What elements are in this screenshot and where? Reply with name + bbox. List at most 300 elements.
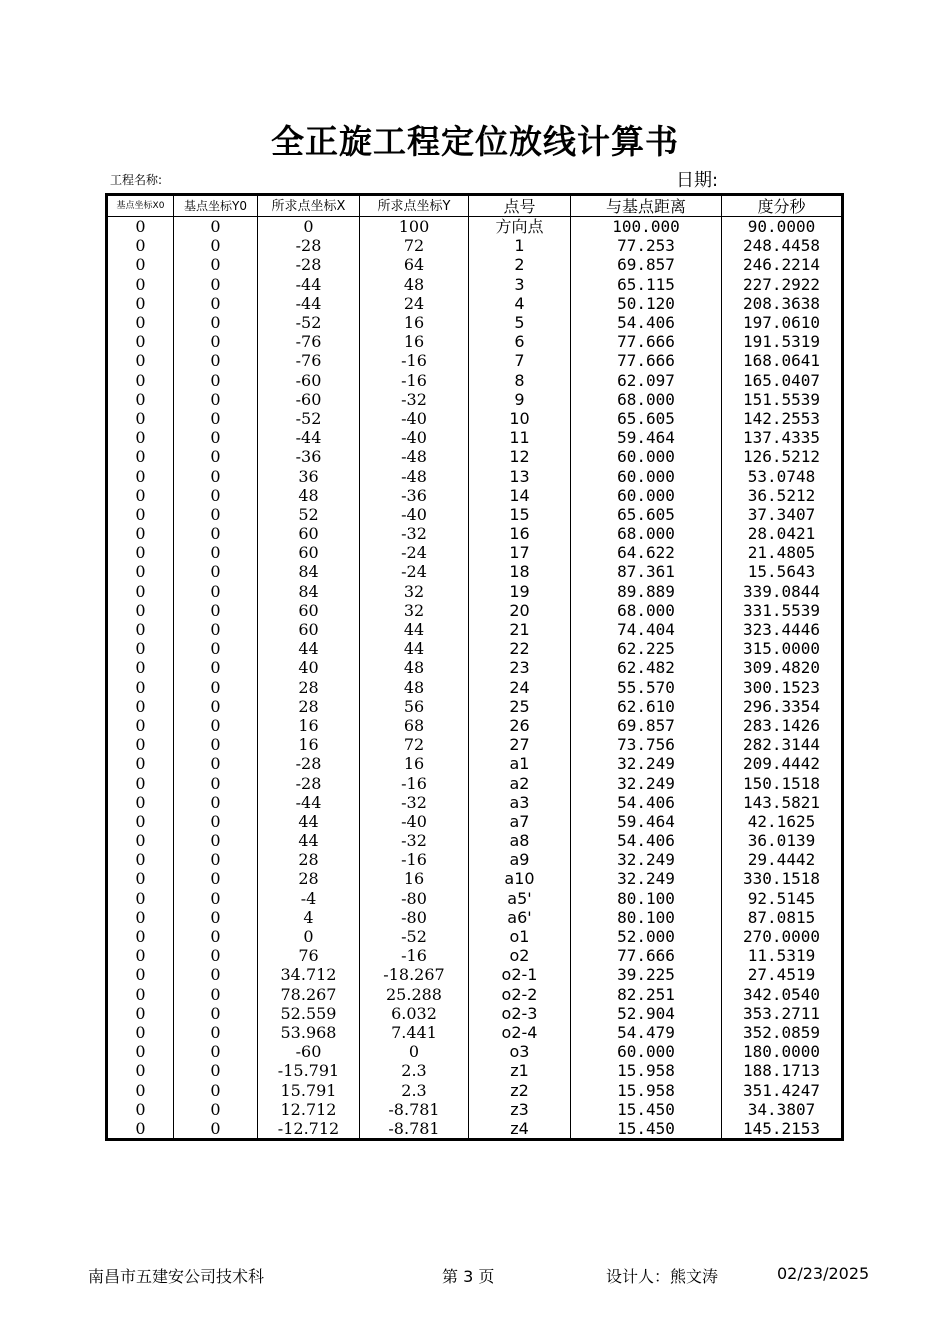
cell-target-x: -52 <box>258 313 360 332</box>
cell-angle: 323.4446 <box>722 620 843 639</box>
cell-target-y: -32 <box>360 793 469 812</box>
cell-angle: 87.0815 <box>722 908 843 927</box>
cell-angle: 168.0641 <box>722 351 843 370</box>
cell-angle: 126.5212 <box>722 447 843 466</box>
cell-base-y: 0 <box>174 1004 258 1023</box>
cell-point-no: 25 <box>469 697 571 716</box>
cell-target-x: 48 <box>258 486 360 505</box>
cell-base-y: 0 <box>174 793 258 812</box>
cell-base-x: 0 <box>107 831 174 850</box>
cell-point-no: 19 <box>469 582 571 601</box>
cell-target-x: 44 <box>258 831 360 850</box>
table-row <box>107 946 843 965</box>
cell-distance: 52.000 <box>571 927 722 946</box>
cell-target-y: -8.781 <box>360 1100 469 1119</box>
cell-distance: 65.605 <box>571 409 722 428</box>
cell-angle: 142.2553 <box>722 409 843 428</box>
cell-target-y: -16 <box>360 946 469 965</box>
cell-base-x: 0 <box>107 658 174 677</box>
cell-angle: 315.0000 <box>722 639 843 658</box>
table-row <box>107 466 843 485</box>
table-row <box>107 601 843 620</box>
cell-base-y: 0 <box>174 409 258 428</box>
cell-base-y: 0 <box>174 505 258 524</box>
cell-base-x: 0 <box>107 255 174 274</box>
cell-base-y: 0 <box>174 562 258 581</box>
cell-angle: 42.1625 <box>722 812 843 831</box>
cell-target-x: -28 <box>258 236 360 255</box>
table-row <box>107 927 843 946</box>
cell-target-y: 24 <box>360 294 469 313</box>
cell-target-x: 36 <box>258 466 360 485</box>
table-row <box>107 409 843 428</box>
cell-point-no: z2 <box>469 1080 571 1099</box>
cell-base-y: 0 <box>174 294 258 313</box>
cell-base-y: 0 <box>174 486 258 505</box>
cell-base-x: 0 <box>107 1080 174 1099</box>
cell-distance: 59.464 <box>571 812 722 831</box>
cell-distance: 62.097 <box>571 371 722 390</box>
table-body <box>107 217 843 1140</box>
col-header-base-x: 基点坐标X0 <box>107 195 174 217</box>
cell-target-x: -60 <box>258 390 360 409</box>
cell-distance: 68.000 <box>571 390 722 409</box>
cell-base-x: 0 <box>107 390 174 409</box>
cell-point-no: 15 <box>469 505 571 524</box>
cell-base-x: 0 <box>107 447 174 466</box>
cell-base-y: 0 <box>174 812 258 831</box>
cell-angle: 180.0000 <box>722 1042 843 1061</box>
table-row <box>107 313 843 332</box>
cell-point-no: o3 <box>469 1042 571 1061</box>
cell-base-y: 0 <box>174 697 258 716</box>
cell-target-x: 0 <box>258 217 360 237</box>
cell-target-x: -12.712 <box>258 1119 360 1140</box>
table-row <box>107 275 843 294</box>
table-row <box>107 754 843 773</box>
cell-distance: 69.857 <box>571 716 722 735</box>
cell-target-y: 7.441 <box>360 1023 469 1042</box>
cell-distance: 80.100 <box>571 908 722 927</box>
cell-target-x: 28 <box>258 869 360 888</box>
cell-distance: 54.406 <box>571 831 722 850</box>
cell-base-x: 0 <box>107 332 174 351</box>
cell-target-x: 12.712 <box>258 1100 360 1119</box>
cell-target-x: -28 <box>258 255 360 274</box>
cell-base-y: 0 <box>174 620 258 639</box>
cell-target-y: 48 <box>360 658 469 677</box>
table-row <box>107 889 843 908</box>
table-row <box>107 332 843 351</box>
cell-distance: 65.605 <box>571 505 722 524</box>
cell-base-x: 0 <box>107 1042 174 1061</box>
cell-point-no: 10 <box>469 409 571 428</box>
cell-angle: 28.0421 <box>722 524 843 543</box>
table-row <box>107 735 843 754</box>
cell-base-x: 0 <box>107 217 174 237</box>
cell-base-y: 0 <box>174 716 258 735</box>
cell-point-no: 6 <box>469 332 571 351</box>
cell-base-y: 0 <box>174 371 258 390</box>
cell-base-x: 0 <box>107 351 174 370</box>
cell-target-y: 72 <box>360 236 469 255</box>
cell-target-x: -36 <box>258 447 360 466</box>
cell-base-y: 0 <box>174 869 258 888</box>
cell-target-y: 2.3 <box>360 1080 469 1099</box>
cell-angle: 27.4519 <box>722 965 843 984</box>
cell-base-y: 0 <box>174 850 258 869</box>
cell-point-no: a2 <box>469 773 571 792</box>
cell-target-y: -40 <box>360 409 469 428</box>
footer-page-number: 第 3 页 <box>442 1267 495 1286</box>
col-header-target-x: 所求点坐标X <box>258 195 360 217</box>
cell-distance: 59.464 <box>571 428 722 447</box>
cell-base-x: 0 <box>107 889 174 908</box>
cell-base-y: 0 <box>174 678 258 697</box>
cell-target-y: 72 <box>360 735 469 754</box>
cell-angle: 342.0540 <box>722 985 843 1004</box>
cell-angle: 34.3807 <box>722 1100 843 1119</box>
cell-angle: 197.0610 <box>722 313 843 332</box>
cell-distance: 32.249 <box>571 754 722 773</box>
cell-base-x: 0 <box>107 850 174 869</box>
cell-angle: 21.4805 <box>722 543 843 562</box>
cell-point-no: 方向点 <box>469 217 571 237</box>
table-row <box>107 678 843 697</box>
cell-target-x: 16 <box>258 735 360 754</box>
cell-base-x: 0 <box>107 466 174 485</box>
cell-base-x: 0 <box>107 409 174 428</box>
table-row <box>107 1080 843 1099</box>
table-row <box>107 1119 843 1140</box>
cell-target-y: -48 <box>360 447 469 466</box>
cell-distance: 62.610 <box>571 697 722 716</box>
cell-distance: 54.406 <box>571 793 722 812</box>
cell-base-x: 0 <box>107 1004 174 1023</box>
cell-target-x: -4 <box>258 889 360 908</box>
cell-distance: 65.115 <box>571 275 722 294</box>
cell-distance: 68.000 <box>571 601 722 620</box>
cell-target-y: 16 <box>360 332 469 351</box>
cell-distance: 68.000 <box>571 524 722 543</box>
cell-base-y: 0 <box>174 639 258 658</box>
table-row <box>107 658 843 677</box>
cell-target-y: -24 <box>360 543 469 562</box>
cell-base-x: 0 <box>107 965 174 984</box>
cell-point-no: 26 <box>469 716 571 735</box>
table-row <box>107 793 843 812</box>
cell-base-y: 0 <box>174 332 258 351</box>
cell-distance: 15.958 <box>571 1080 722 1099</box>
cell-base-y: 0 <box>174 1119 258 1140</box>
cell-base-x: 0 <box>107 524 174 543</box>
col-header-distance: 与基点距离 <box>571 195 722 217</box>
cell-target-y: -32 <box>360 390 469 409</box>
cell-base-x: 0 <box>107 678 174 697</box>
table-row <box>107 390 843 409</box>
cell-point-no: 1 <box>469 236 571 255</box>
table-row <box>107 447 843 466</box>
cell-point-no: o2-2 <box>469 985 571 1004</box>
cell-point-no: o2-4 <box>469 1023 571 1042</box>
cell-point-no: 22 <box>469 639 571 658</box>
col-header-base-y: 基点坐标Y0 <box>174 195 258 217</box>
cell-point-no: z1 <box>469 1061 571 1080</box>
cell-point-no: 2 <box>469 255 571 274</box>
cell-point-no: 24 <box>469 678 571 697</box>
cell-distance: 15.450 <box>571 1100 722 1119</box>
cell-angle: 353.2711 <box>722 1004 843 1023</box>
cell-distance: 82.251 <box>571 985 722 1004</box>
cell-base-y: 0 <box>174 428 258 447</box>
cell-angle: 296.3354 <box>722 697 843 716</box>
table-row <box>107 639 843 658</box>
cell-point-no: o1 <box>469 927 571 946</box>
cell-target-y: -16 <box>360 773 469 792</box>
cell-base-x: 0 <box>107 601 174 620</box>
cell-point-no: o2-1 <box>469 965 571 984</box>
cell-target-x: 44 <box>258 639 360 658</box>
cell-distance: 73.756 <box>571 735 722 754</box>
cell-base-x: 0 <box>107 505 174 524</box>
cell-distance: 77.253 <box>571 236 722 255</box>
cell-base-x: 0 <box>107 908 174 927</box>
cell-distance: 60.000 <box>571 1042 722 1061</box>
cell-base-x: 0 <box>107 869 174 888</box>
page-title: 全正旋工程定位放线计算书 <box>271 122 679 161</box>
cell-angle: 188.1713 <box>722 1061 843 1080</box>
col-header-angle: 度分秒 <box>722 195 843 217</box>
cell-base-x: 0 <box>107 754 174 773</box>
cell-base-y: 0 <box>174 754 258 773</box>
table-row <box>107 543 843 562</box>
cell-base-x: 0 <box>107 486 174 505</box>
cell-base-x: 0 <box>107 582 174 601</box>
table-row <box>107 812 843 831</box>
cell-point-no: 12 <box>469 447 571 466</box>
cell-base-y: 0 <box>174 927 258 946</box>
cell-angle: 270.0000 <box>722 927 843 946</box>
cell-target-y: 48 <box>360 275 469 294</box>
cell-target-y: -40 <box>360 428 469 447</box>
cell-base-y: 0 <box>174 1042 258 1061</box>
table-row <box>107 1061 843 1080</box>
cell-target-y: -24 <box>360 562 469 581</box>
cell-target-y: -16 <box>360 351 469 370</box>
table-row <box>107 428 843 447</box>
cell-point-no: 5 <box>469 313 571 332</box>
cell-base-x: 0 <box>107 773 174 792</box>
table-row <box>107 255 843 274</box>
cell-point-no: 3 <box>469 275 571 294</box>
cell-base-y: 0 <box>174 524 258 543</box>
cell-distance: 100.000 <box>571 217 722 237</box>
cell-base-y: 0 <box>174 1100 258 1119</box>
cell-target-x: -28 <box>258 754 360 773</box>
cell-target-y: -80 <box>360 889 469 908</box>
cell-angle: 11.5319 <box>722 946 843 965</box>
cell-target-y: -36 <box>360 486 469 505</box>
cell-target-x: 28 <box>258 678 360 697</box>
cell-point-no: 21 <box>469 620 571 639</box>
cell-angle: 309.4820 <box>722 658 843 677</box>
cell-distance: 32.249 <box>571 773 722 792</box>
cell-distance: 50.120 <box>571 294 722 313</box>
cell-target-x: -44 <box>258 428 360 447</box>
cell-target-y: -40 <box>360 812 469 831</box>
cell-distance: 62.225 <box>571 639 722 658</box>
table-row <box>107 831 843 850</box>
table-row <box>107 965 843 984</box>
cell-target-y: 48 <box>360 678 469 697</box>
table-row <box>107 236 843 255</box>
cell-base-x: 0 <box>107 1061 174 1080</box>
cell-base-y: 0 <box>174 831 258 850</box>
cell-angle: 151.5539 <box>722 390 843 409</box>
cell-target-x: -44 <box>258 294 360 313</box>
cell-target-x: 4 <box>258 908 360 927</box>
cell-base-x: 0 <box>107 1119 174 1140</box>
cell-base-x: 0 <box>107 236 174 255</box>
cell-target-y: -40 <box>360 505 469 524</box>
cell-point-no: 23 <box>469 658 571 677</box>
cell-base-y: 0 <box>174 735 258 754</box>
cell-point-no: 16 <box>469 524 571 543</box>
cell-base-x: 0 <box>107 275 174 294</box>
cell-angle: 150.1518 <box>722 773 843 792</box>
cell-distance: 77.666 <box>571 351 722 370</box>
cell-distance: 54.406 <box>571 313 722 332</box>
cell-target-y: -16 <box>360 850 469 869</box>
table-header-row <box>107 195 843 217</box>
cell-point-no: 18 <box>469 562 571 581</box>
cell-angle: 351.4247 <box>722 1080 843 1099</box>
cell-angle: 36.0139 <box>722 831 843 850</box>
cell-base-y: 0 <box>174 351 258 370</box>
cell-target-y: -32 <box>360 524 469 543</box>
table-row <box>107 697 843 716</box>
cell-point-no: 20 <box>469 601 571 620</box>
cell-angle: 283.1426 <box>722 716 843 735</box>
cell-base-y: 0 <box>174 889 258 908</box>
footer-company: 南昌市五建安公司技术科 <box>88 1267 265 1286</box>
cell-target-x: -76 <box>258 332 360 351</box>
cell-point-no: 9 <box>469 390 571 409</box>
cell-angle: 339.0844 <box>722 582 843 601</box>
table-row <box>107 486 843 505</box>
cell-point-no: z4 <box>469 1119 571 1140</box>
cell-target-x: -76 <box>258 351 360 370</box>
cell-base-x: 0 <box>107 294 174 313</box>
table-row <box>107 620 843 639</box>
cell-point-no: 13 <box>469 466 571 485</box>
cell-base-y: 0 <box>174 582 258 601</box>
cell-base-x: 0 <box>107 1023 174 1042</box>
footer-date: 02/23/2025 <box>777 1264 870 1283</box>
cell-target-y: 16 <box>360 754 469 773</box>
table-row <box>107 524 843 543</box>
cell-point-no: o2-3 <box>469 1004 571 1023</box>
cell-distance: 39.225 <box>571 965 722 984</box>
table-row <box>107 582 843 601</box>
cell-base-y: 0 <box>174 965 258 984</box>
cell-point-no: a7 <box>469 812 571 831</box>
cell-target-x: 60 <box>258 543 360 562</box>
cell-angle: 37.3407 <box>722 505 843 524</box>
cell-angle: 165.0407 <box>722 371 843 390</box>
cell-base-y: 0 <box>174 908 258 927</box>
cell-target-y: 25.288 <box>360 985 469 1004</box>
cell-angle: 246.2214 <box>722 255 843 274</box>
cell-target-y: 0 <box>360 1042 469 1061</box>
cell-base-y: 0 <box>174 236 258 255</box>
cell-point-no: o2 <box>469 946 571 965</box>
cell-target-x: -52 <box>258 409 360 428</box>
cell-target-y: 6.032 <box>360 1004 469 1023</box>
cell-base-y: 0 <box>174 1023 258 1042</box>
cell-target-x: 84 <box>258 562 360 581</box>
cell-base-x: 0 <box>107 562 174 581</box>
cell-target-x: -28 <box>258 773 360 792</box>
cell-target-x: 84 <box>258 582 360 601</box>
cell-point-no: 27 <box>469 735 571 754</box>
cell-point-no: 8 <box>469 371 571 390</box>
cell-target-x: 52 <box>258 505 360 524</box>
cell-angle: 248.4458 <box>722 236 843 255</box>
cell-target-y: 56 <box>360 697 469 716</box>
cell-distance: 87.361 <box>571 562 722 581</box>
cell-angle: 300.1523 <box>722 678 843 697</box>
cell-target-x: 60 <box>258 601 360 620</box>
cell-base-x: 0 <box>107 1100 174 1119</box>
cell-base-y: 0 <box>174 985 258 1004</box>
cell-target-x: 60 <box>258 524 360 543</box>
cell-distance: 69.857 <box>571 255 722 274</box>
cell-target-x: 78.267 <box>258 985 360 1004</box>
cell-distance: 64.622 <box>571 543 722 562</box>
cell-point-no: a5' <box>469 889 571 908</box>
cell-base-x: 0 <box>107 985 174 1004</box>
cell-distance: 52.904 <box>571 1004 722 1023</box>
cell-distance: 15.450 <box>571 1119 722 1140</box>
cell-point-no: a1 <box>469 754 571 773</box>
cell-target-y: 44 <box>360 639 469 658</box>
cell-angle: 282.3144 <box>722 735 843 754</box>
cell-angle: 208.3638 <box>722 294 843 313</box>
cell-target-y: 100 <box>360 217 469 237</box>
cell-target-x: 40 <box>258 658 360 677</box>
cell-target-x: 60 <box>258 620 360 639</box>
cell-distance: 60.000 <box>571 486 722 505</box>
cell-angle: 36.5212 <box>722 486 843 505</box>
cell-base-x: 0 <box>107 313 174 332</box>
calculation-table <box>105 193 844 1141</box>
table-row <box>107 1004 843 1023</box>
cell-distance: 60.000 <box>571 466 722 485</box>
cell-target-y: 16 <box>360 313 469 332</box>
cell-base-x: 0 <box>107 735 174 754</box>
cell-angle: 137.4335 <box>722 428 843 447</box>
table-row <box>107 908 843 927</box>
cell-target-x: 52.559 <box>258 1004 360 1023</box>
cell-point-no: a6' <box>469 908 571 927</box>
cell-target-y: 64 <box>360 255 469 274</box>
table-row <box>107 985 843 1004</box>
cell-angle: 92.5145 <box>722 889 843 908</box>
date-label: 日期: <box>676 170 719 191</box>
cell-point-no: a9 <box>469 850 571 869</box>
cell-target-y: -48 <box>360 466 469 485</box>
